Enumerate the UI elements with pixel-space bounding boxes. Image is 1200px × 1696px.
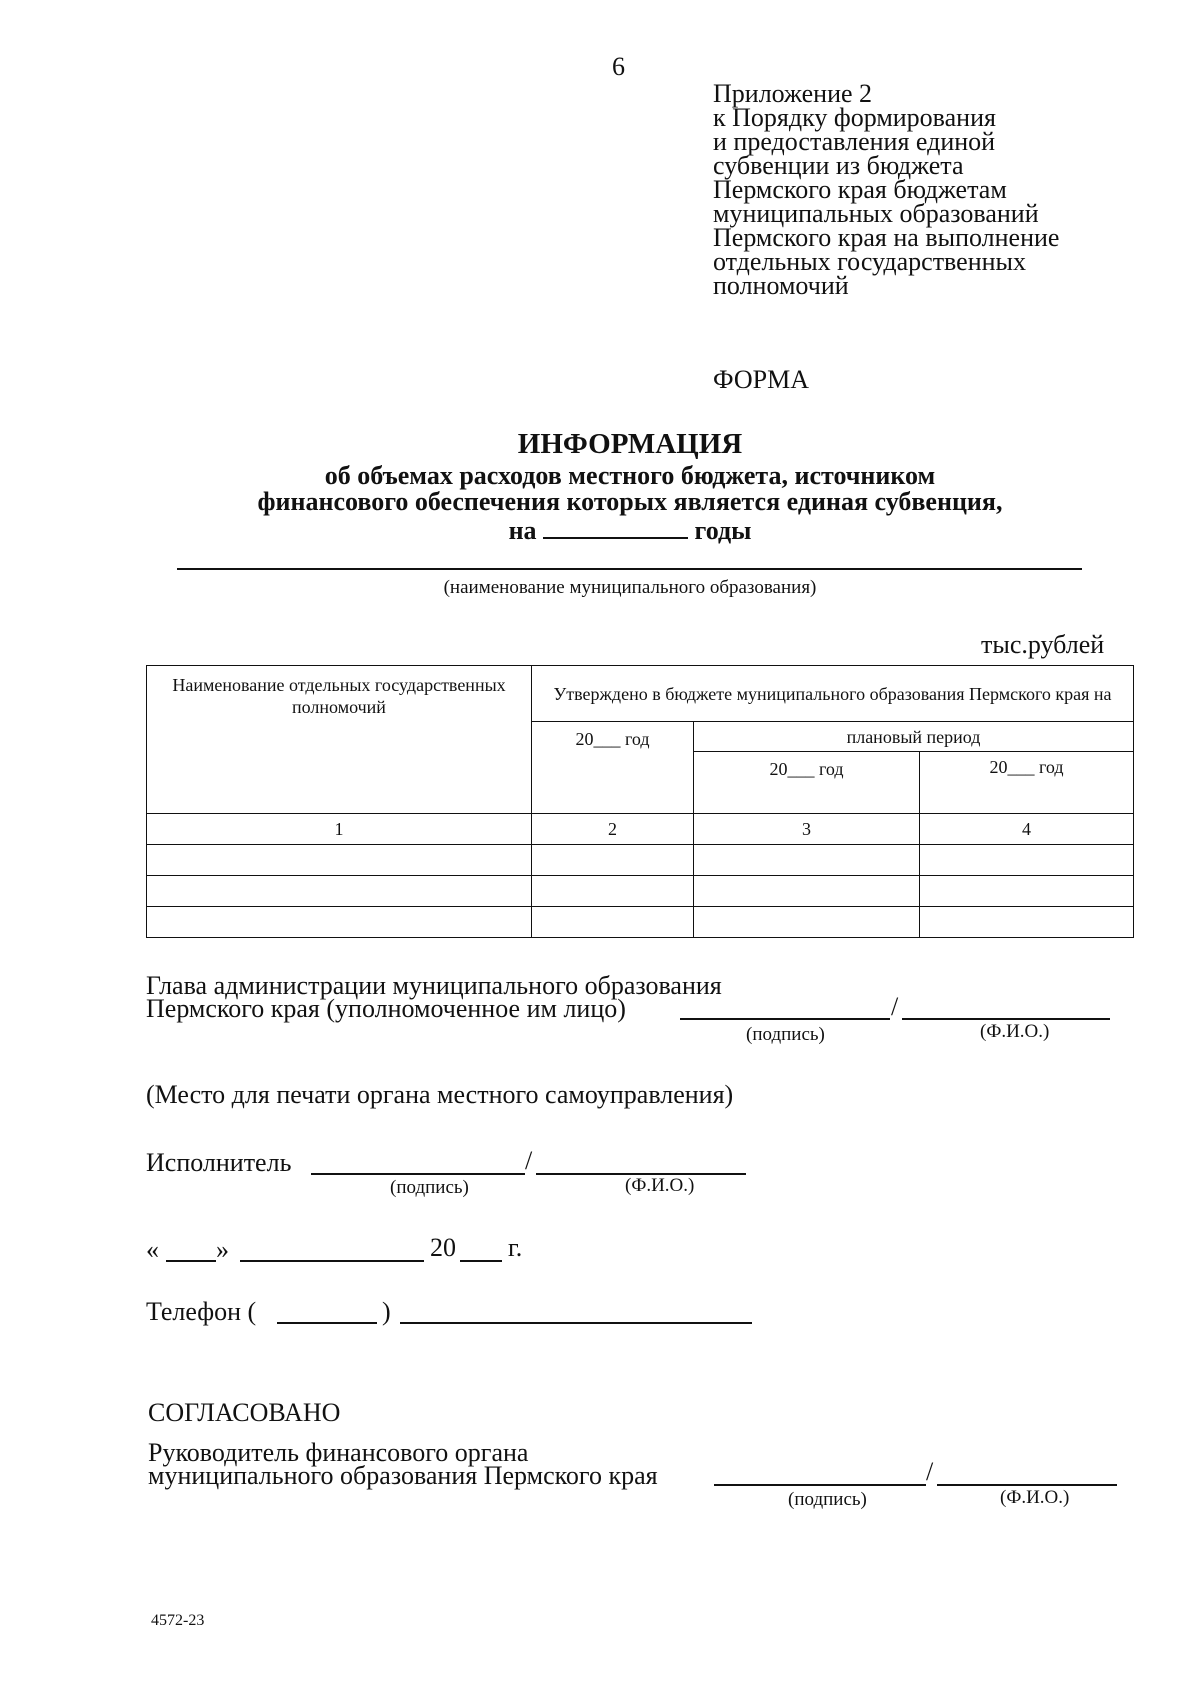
page-number: 6 (612, 52, 625, 81)
subtitle-prefix: на (508, 516, 537, 545)
years-blank-field[interactable] (543, 515, 688, 539)
header-plan-year-2: 20___ год (920, 752, 1134, 814)
subtitle-suffix: годы (694, 516, 752, 545)
date-year-suffix: г. (508, 1233, 523, 1262)
header-year: 20___ год (532, 722, 694, 814)
date-open-quote: « (146, 1235, 159, 1264)
municipality-caption: (наименование муниципального образования) (443, 577, 817, 598)
budget-table (146, 665, 1134, 938)
table-cell[interactable] (147, 876, 532, 907)
table-cell[interactable] (694, 845, 920, 876)
header-planning-period: плановый период (694, 722, 1134, 752)
phone-number-field[interactable] (400, 1322, 752, 1324)
phone-close-paren: ) (382, 1297, 391, 1326)
date-year-prefix: 20 (430, 1233, 456, 1262)
approved-label: СОГЛАСОВАНО (148, 1398, 341, 1427)
head-signature-field[interactable] (680, 1018, 890, 1020)
subtitle-line-3 (0, 515, 1200, 544)
subtitle-line-1: об объемах расходов местного бюджета, источником (324, 461, 936, 490)
executor-slash: / (525, 1146, 533, 1175)
table-cell[interactable] (147, 845, 532, 876)
document-subtitle (0, 463, 1200, 544)
table-row (147, 845, 1134, 876)
stamp-place-label: (Место для печати органа местного самоуправления) (146, 1080, 734, 1109)
table-cell[interactable] (920, 907, 1134, 938)
table-cell[interactable] (532, 845, 694, 876)
units-label: тыс.рублей (981, 630, 1105, 659)
executor-signature-field[interactable] (311, 1173, 525, 1175)
appendix-line: отдельных государственных (713, 247, 1027, 276)
approved-sign-caption: (подпись) (788, 1489, 867, 1510)
approved-line-2: муниципального образования Пермского края (148, 1461, 658, 1490)
column-number: 1 (147, 814, 532, 845)
table-cell[interactable] (532, 876, 694, 907)
table-cell[interactable] (694, 876, 920, 907)
table-row (147, 907, 1134, 938)
subtitle-line-2: финансового обеспечения которых является единая субвенция, (257, 487, 1003, 516)
phone-code-field[interactable] (277, 1322, 377, 1324)
footer-code: 4572-23 (151, 1612, 205, 1629)
header-approved: Утверждено в бюджете муниципального образования Пермского края на (532, 666, 1134, 722)
executor-name-caption: (Ф.И.О.) (625, 1175, 695, 1196)
table-cell[interactable] (532, 907, 694, 938)
column-number: 3 (694, 814, 920, 845)
column-number: 4 (920, 814, 1134, 845)
appendix-line: к Порядку формирования (713, 103, 996, 132)
appendix-line: муниципальных образований (713, 199, 1039, 228)
column-number: 2 (532, 814, 694, 845)
table-cell[interactable] (694, 907, 920, 938)
date-day-field[interactable] (166, 1260, 216, 1262)
appendix-line: Пермского края бюджетам (713, 175, 1007, 204)
executor-label: Исполнитель (146, 1148, 292, 1177)
appendix-line: субвенции из бюджета (713, 151, 964, 180)
form-label: ФОРМА (713, 365, 809, 394)
appendix-line: и предоставления единой (713, 127, 996, 156)
table-row (147, 876, 1134, 907)
approved-name-caption: (Ф.И.О.) (1000, 1487, 1070, 1508)
approved-name-field[interactable] (937, 1484, 1117, 1486)
head-name-field[interactable] (902, 1018, 1110, 1020)
approved-line-1: Руководитель финансового органа (148, 1438, 529, 1467)
approved-signature-field[interactable] (714, 1484, 926, 1486)
appendix-line: Пермского края на выполнение (713, 223, 1060, 252)
head-signature-line-2: Пермского края (уполномоченное им лицо) (146, 994, 626, 1023)
head-name-caption: (Ф.И.О.) (980, 1021, 1050, 1042)
appendix-line: Приложение 2 (713, 79, 873, 108)
table-cell[interactable] (920, 876, 1134, 907)
date-year-field[interactable] (460, 1260, 502, 1262)
phone-label: Телефон ( (146, 1297, 257, 1326)
head-signature-slash: / (891, 992, 899, 1021)
document-title: ИНФОРМАЦИЯ (517, 428, 743, 460)
date-month-field[interactable] (240, 1260, 424, 1262)
header-plan-year-1: 20___ год (694, 752, 920, 814)
executor-sign-caption: (подпись) (390, 1177, 469, 1198)
appendix-line: полномочий (713, 271, 849, 300)
appendix-header (713, 79, 1060, 300)
table-cell[interactable] (147, 907, 532, 938)
head-signature-line-1: Глава администрации муниципального образования (146, 971, 722, 1000)
approved-slash: / (926, 1457, 934, 1486)
date-close-quote: » (216, 1235, 229, 1264)
head-sign-caption: (подпись) (746, 1024, 825, 1045)
table-cell[interactable] (920, 845, 1134, 876)
header-powers: Наименование отдельных государственных полномочий (147, 666, 532, 814)
municipality-name-field[interactable] (177, 568, 1082, 570)
